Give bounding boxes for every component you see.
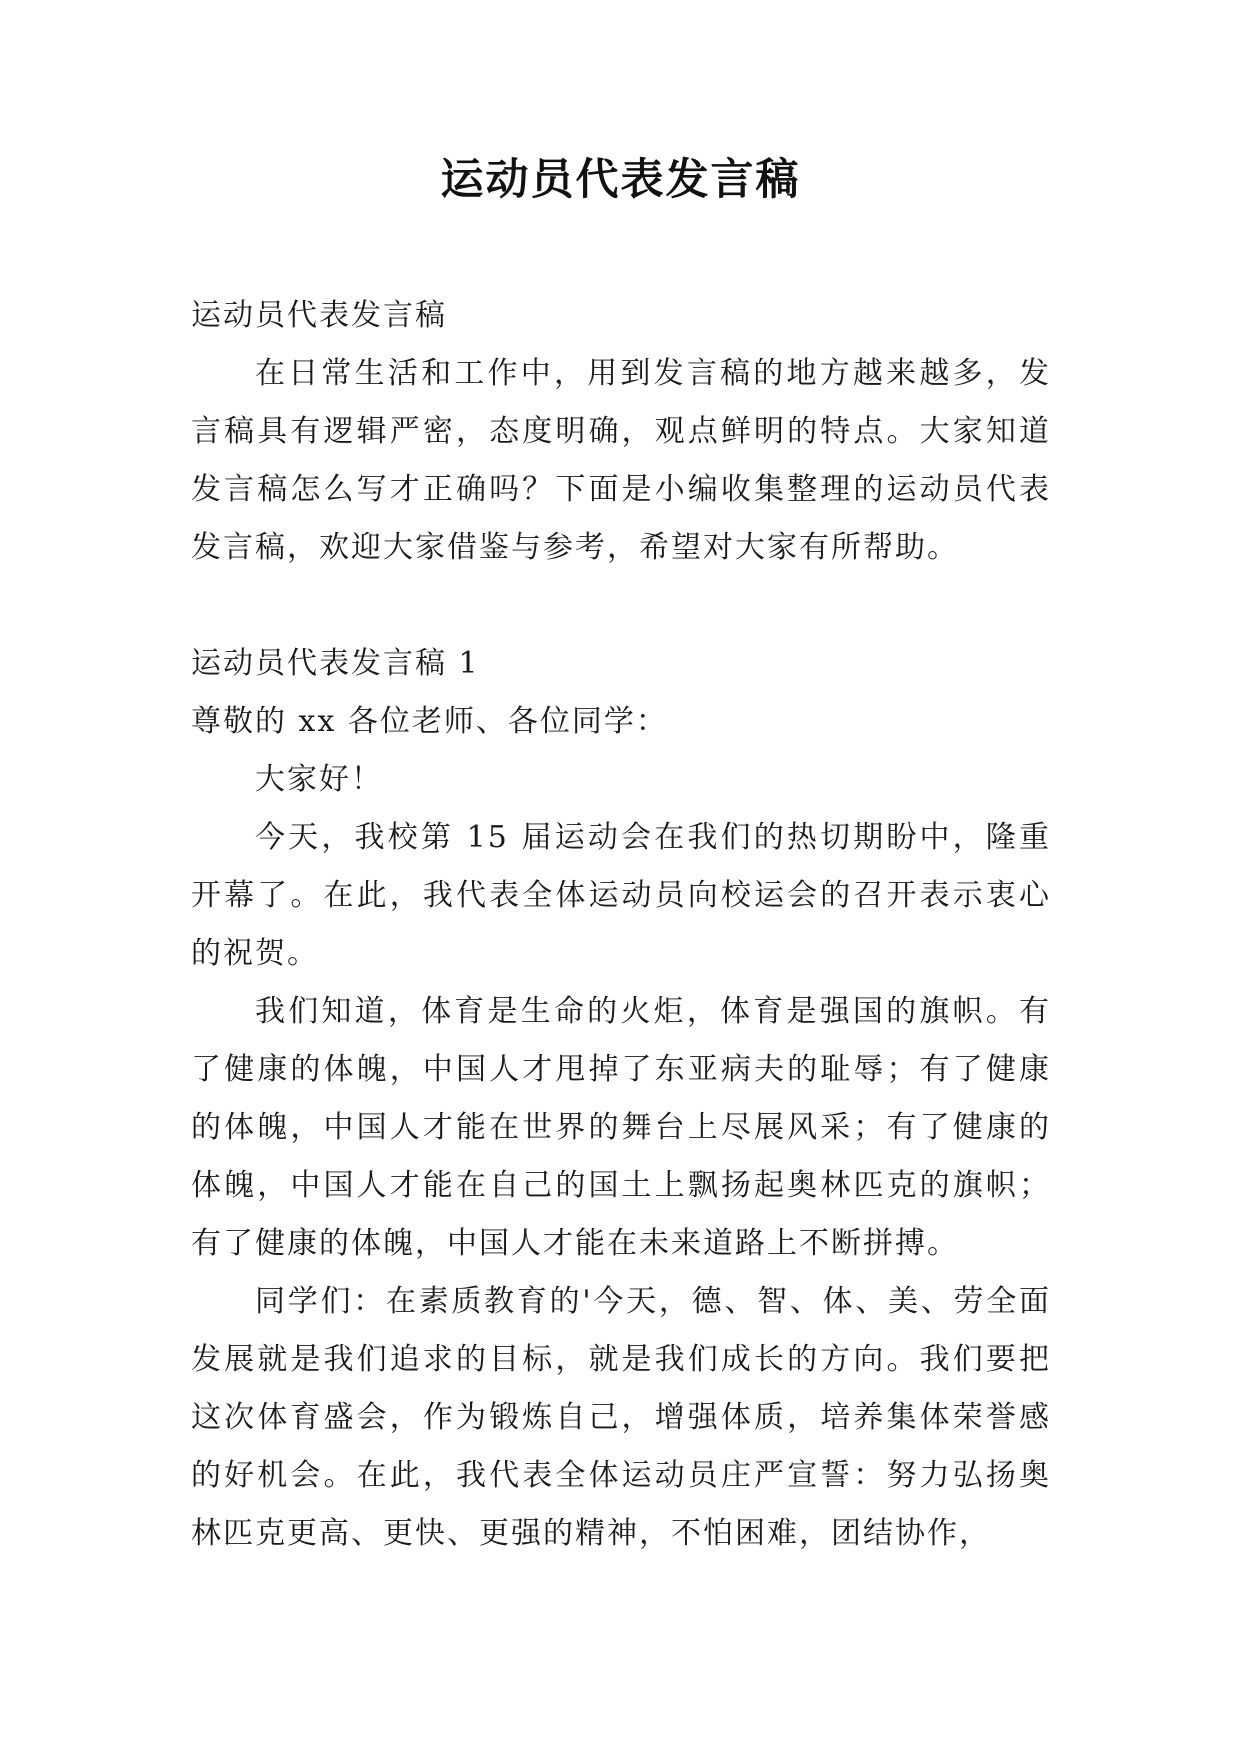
body-paragraph: 同学们：在素质教育的'今天，德、智、体、美、劳全面发展就是我们追求的目标，就是我们成长的方向。我们要把这次体育盛会，作为锻炼自己，增强体质，培养集体荣誉感的好机会。在此，我代表全体运动员庄严宣誓：努力弘扬奥林匹克更高、更快、更强的精神，不怕困难，团结协作， (191, 1284, 1051, 1551)
section-heading: 运动员代表发言稿 1 (191, 646, 480, 681)
body-paragraph: 今天，我校第 15 届运动会在我们的热切期盼中，隆重开幕了。在此，我代表全体运动员向校运会的召开表示衷心的祝贺。 (191, 820, 1051, 971)
greeting: 大家好！ (255, 762, 383, 797)
document-body (191, 287, 1051, 1563)
body-paragraph: 我们知道，体育是生命的火炬，体育是强国的旗帜。有了健康的体魄，中国人才甩掉了东亚病夫的耻辱；有了健康的体魄，中国人才能在世界的舞台上尽展风采；有了健康的体魄，中国人才能在自己的国土上飘扬起奥林匹克的旗帜；有了健康的体魄，中国人才能在未来道路上不断拼搏。 (191, 994, 1051, 1261)
intro-paragraph: 在日常生活和工作中，用到发言稿的地方越来越多，发言稿具有逻辑严密，态度明确，观点鲜明的特点。大家知道发言稿怎么写才正确吗？下面是小编收集整理的运动员代表发言稿，欢迎大家借鉴与参考，希望对大家有所帮助。 (191, 356, 1051, 565)
section-spacer (191, 577, 1051, 635)
salutation: 尊敬的 xx 各位老师、各位同学： (191, 704, 668, 739)
document-title: 运动员代表发言稿 (440, 155, 801, 205)
intro-heading: 运动员代表发言稿 (191, 298, 447, 333)
